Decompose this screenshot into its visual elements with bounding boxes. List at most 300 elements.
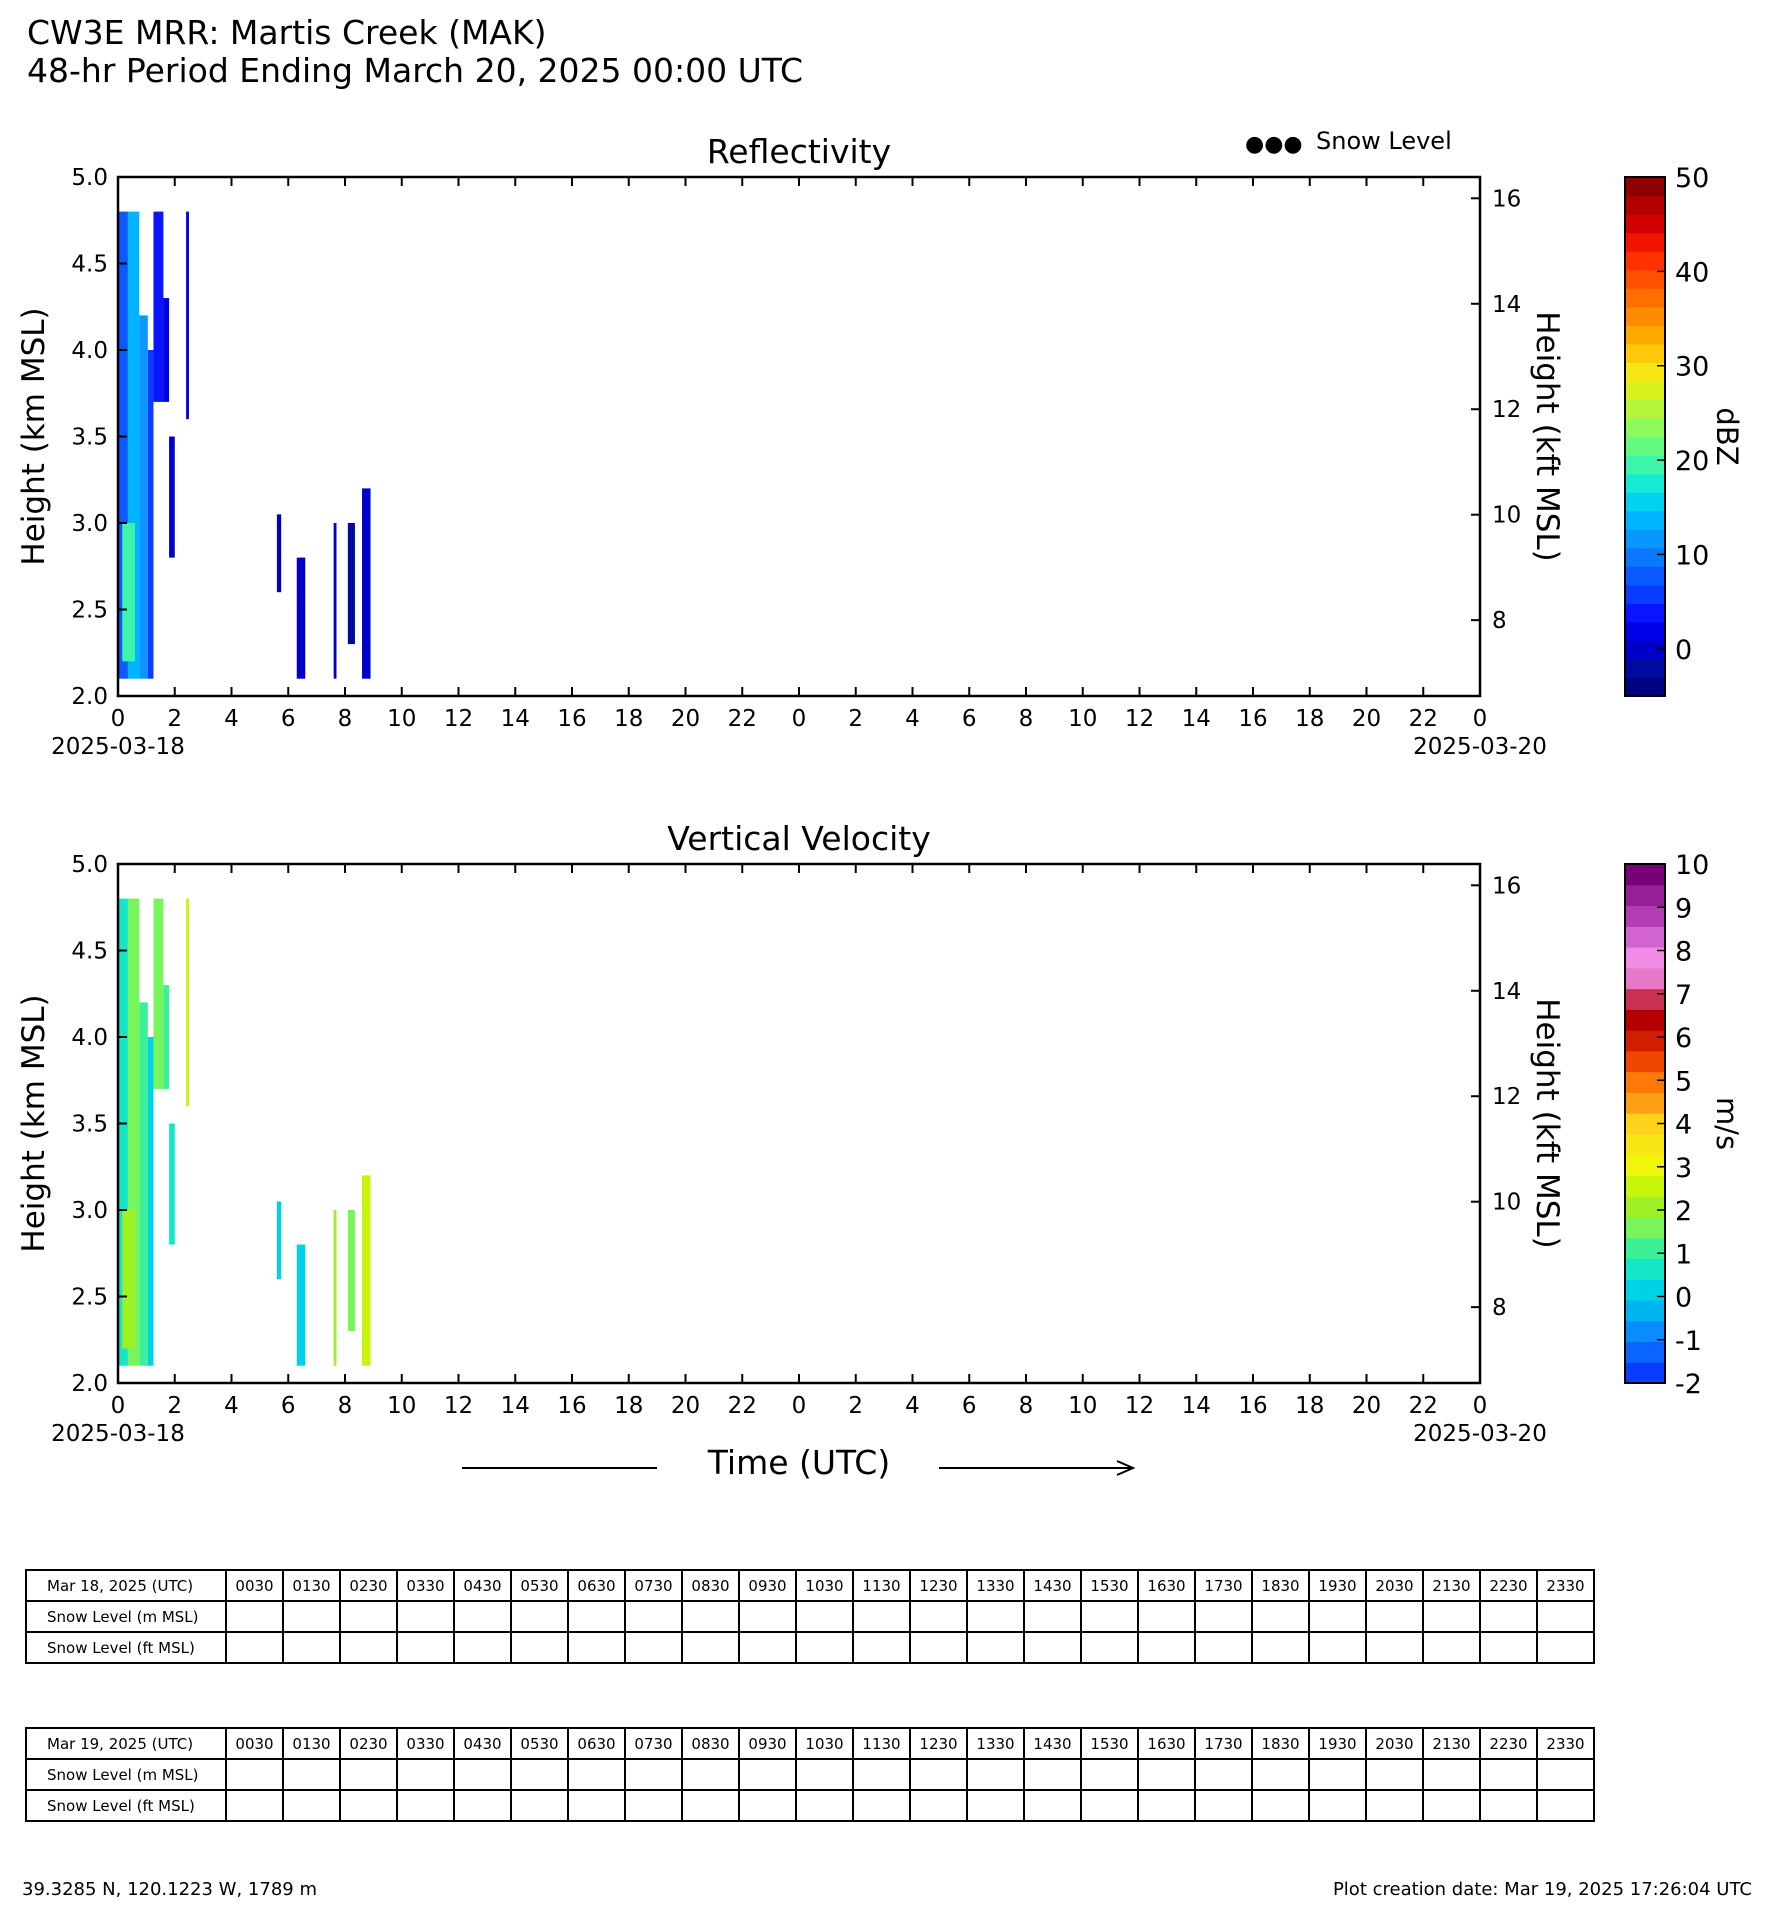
panel2-colorbar-segment: [1625, 1362, 1665, 1383]
panel2-ytick-label: 4.5: [71, 938, 108, 965]
table-cell: [1024, 1759, 1081, 1790]
panel2-xtick-label: 12: [1124, 1393, 1155, 1419]
panel1-colorbar-segment: [1625, 474, 1665, 493]
table-cell: [1195, 1759, 1252, 1790]
panel2-end-date: 2025-03-20: [1413, 1421, 1547, 1447]
page-title-line1: CW3E MRR: Martis Creek (MAK): [27, 13, 547, 52]
panel1-ytick-label: 4.0: [71, 338, 108, 364]
panel1-data-cell: [122, 523, 135, 661]
panel2-ytick-label: 2.0: [71, 1371, 108, 1397]
panel1-colorbar-segment: [1625, 177, 1665, 196]
panel1-title: Reflectivity: [706, 132, 892, 171]
table-header-row: [26, 1728, 1594, 1759]
panel1-colorbar-segment: [1625, 196, 1665, 215]
panel2-xtick-label: 18: [1295, 1393, 1325, 1419]
panel2-data-cell: [163, 985, 169, 1089]
table-cell: [283, 1632, 340, 1663]
table-time-header: 1930: [1309, 1728, 1366, 1759]
table-cell: [1366, 1759, 1423, 1790]
panel1-ytick-label: 2.5: [71, 597, 108, 624]
panel2-colorbar-segment: [1625, 1009, 1665, 1030]
table-time-header: 0730: [625, 1728, 682, 1759]
table-row-label: Snow Level (ft MSL): [26, 1790, 226, 1821]
panel2-colorbar-segment: [1625, 989, 1665, 1010]
table-cell: [910, 1601, 967, 1632]
panel2-y2tick-label: 8: [1492, 1295, 1507, 1322]
table-time-header: 2030: [1366, 1570, 1423, 1601]
panel1-colorbar-tick-label: 40: [1675, 257, 1710, 289]
table-cell: [910, 1759, 967, 1790]
table-time-header: 1930: [1309, 1570, 1366, 1601]
table-cell: [1081, 1790, 1138, 1821]
panel1-xtick-label: 16: [1238, 706, 1268, 732]
panel1-data-cell: [153, 212, 163, 402]
panel1-xtick-label: 20: [1351, 706, 1382, 732]
table-date-label: Mar 18, 2025 (UTC): [26, 1570, 226, 1601]
table-time-header: 0430: [454, 1728, 511, 1759]
table-cell: [340, 1601, 397, 1632]
panel2-colorbar-segment: [1625, 906, 1665, 927]
panel1-colorbar-segment: [1625, 214, 1665, 233]
panel1-colorbar-segment: [1625, 603, 1665, 622]
table-time-header: 0430: [454, 1570, 511, 1601]
table-cell: [1537, 1790, 1594, 1821]
panel1-colorbar-segment: [1625, 233, 1665, 252]
panel2-colorbar-segment: [1625, 1030, 1665, 1051]
table-row-label: Snow Level (m MSL): [26, 1601, 226, 1632]
table-cell: [1138, 1790, 1195, 1821]
table-cell: [226, 1759, 283, 1790]
panel1-xtick-label: 18: [614, 706, 644, 732]
table-cell: [625, 1790, 682, 1821]
panel2-start-date: 2025-03-18: [51, 1421, 185, 1447]
panel2-y2tick-label: 12: [1492, 1084, 1522, 1111]
table-cell: [1537, 1759, 1594, 1790]
table-row-label: Snow Level (m MSL): [26, 1759, 226, 1790]
panel1-xtick-label: 0: [1472, 706, 1488, 732]
table-cell: [967, 1790, 1024, 1821]
panel1-xtick-label: 4: [905, 706, 920, 732]
panel2-colorbar-segment: [1625, 1238, 1665, 1259]
table-cell: [1537, 1632, 1594, 1663]
table-cell: [283, 1759, 340, 1790]
panel2-ytick-label: 3.5: [71, 1111, 108, 1138]
panel2-xtick-label: 6: [280, 1393, 296, 1419]
panel1-xtick-label: 12: [443, 706, 474, 732]
panel2-xtick-label: 6: [961, 1393, 977, 1419]
table-row: [26, 1790, 1594, 1821]
table-cell: [1366, 1790, 1423, 1821]
panel2-data-cell: [139, 1002, 148, 1365]
table-time-header: 1730: [1195, 1570, 1252, 1601]
panel1-xtick-label: 6: [961, 706, 977, 732]
table-cell: [340, 1632, 397, 1663]
table-cell: [397, 1790, 454, 1821]
panel2-colorbar-segment: [1625, 1072, 1665, 1093]
table-time-header: 1630: [1138, 1570, 1195, 1601]
table-time-header: 1630: [1138, 1728, 1195, 1759]
panel2-colorbar-segment: [1625, 1051, 1665, 1072]
panel2-colorbar-segment: [1625, 1134, 1665, 1155]
panel2-colorbar-tick-label: 6: [1675, 1023, 1693, 1054]
panel1-xtick-label: 16: [557, 706, 587, 732]
panel1-colorbar-segment: [1625, 659, 1665, 678]
table-time-header: 1330: [967, 1570, 1024, 1601]
table-cell: [340, 1759, 397, 1790]
table-header-row: [26, 1570, 1594, 1601]
table-cell: [511, 1790, 568, 1821]
table-time-header: 1730: [1195, 1728, 1252, 1759]
table-time-header: 0930: [739, 1570, 796, 1601]
panel2-colorbar-tick-label: -2: [1675, 1369, 1702, 1400]
table-cell: [682, 1632, 739, 1663]
panel2-y2tick-label: 16: [1492, 873, 1522, 900]
panel2-colorbar-tick-label: 0: [1675, 1282, 1693, 1314]
panel2-data-cell: [148, 1037, 154, 1366]
panel1-colorbar-segment: [1625, 622, 1665, 641]
panel2-xtick-label: 4: [905, 1393, 920, 1419]
panel1-data-cell: [169, 437, 175, 558]
table-cell: [625, 1632, 682, 1663]
table-time-header: 1230: [910, 1728, 967, 1759]
table-time-header: 1530: [1081, 1570, 1138, 1601]
table-cell: [1138, 1759, 1195, 1790]
table-cell: [1423, 1632, 1480, 1663]
table-cell: [511, 1632, 568, 1663]
panel2-xtick-label: 14: [500, 1393, 530, 1419]
panel2-colorbar-segment: [1625, 1341, 1665, 1362]
table-cell: [1423, 1790, 1480, 1821]
panel1-xtick-label: 22: [727, 706, 757, 732]
table-time-header: 1130: [853, 1728, 910, 1759]
panel1-y2label: Height (kft MSL): [1529, 311, 1565, 562]
plot-creation-date: Plot creation date: Mar 19, 2025 17:26:04 UTC: [1332, 1879, 1752, 1900]
panel2-xtick-label: 2: [167, 1393, 183, 1419]
panel1-ytick-label: 3.5: [71, 424, 108, 451]
table-cell: [1309, 1601, 1366, 1632]
table-time-header: 2330: [1537, 1728, 1594, 1759]
page-title-line2: 48-hr Period Ending March 20, 2025 00:00 UTC: [27, 51, 804, 90]
table-cell: [226, 1601, 283, 1632]
table-cell: [226, 1790, 283, 1821]
table-cell: [511, 1759, 568, 1790]
table-cell: [967, 1759, 1024, 1790]
table-cell: [1480, 1759, 1537, 1790]
panel2-colorbar-tick-label: -1: [1675, 1325, 1702, 1357]
table-cell: [910, 1790, 967, 1821]
panel2-colorbar-segment: [1625, 1175, 1665, 1196]
table-time-header: 2130: [1423, 1570, 1480, 1601]
panel1-colorbar-segment: [1625, 566, 1665, 585]
panel2-colorbar-tick-label: 2: [1675, 1196, 1693, 1227]
table-cell: [1195, 1632, 1252, 1663]
table-cell: [1195, 1790, 1252, 1821]
table-time-header: 1230: [910, 1570, 967, 1601]
table-time-header: 2130: [1423, 1728, 1480, 1759]
panel1-y2tick-label: 16: [1492, 186, 1522, 213]
panel1-colorbar-segment: [1625, 677, 1665, 696]
panel2-colorbar-tick-label: 8: [1675, 936, 1693, 968]
panel1-colorbar-segment: [1625, 492, 1665, 511]
panel2-data-cell: [362, 1175, 371, 1365]
panel2-data-cell: [334, 1210, 337, 1366]
table-cell: [796, 1632, 853, 1663]
panel1-colorbar-segment: [1625, 418, 1665, 437]
table-cell: [625, 1601, 682, 1632]
panel2-xtick-label: 20: [670, 1393, 701, 1419]
panel1-end-date: 2025-03-20: [1413, 734, 1547, 760]
panel2-xtick-label: 10: [387, 1393, 417, 1419]
table-time-header: 0130: [283, 1728, 340, 1759]
panel1-xtick-label: 8: [1018, 706, 1034, 732]
table-cell: [910, 1632, 967, 1663]
table-cell: [1081, 1632, 1138, 1663]
panel1-xtick-label: 0: [791, 706, 807, 732]
table-cell: [511, 1601, 568, 1632]
table-time-header: 1830: [1252, 1570, 1309, 1601]
table-time-header: 0830: [682, 1728, 739, 1759]
panel1-colorbar-tick-label: 20: [1675, 446, 1710, 478]
panel1-xtick-label: 14: [500, 706, 530, 732]
panel2-colorbar-segment: [1625, 1155, 1665, 1176]
panel1-data-cell: [139, 315, 148, 678]
panel1-colorbar-segment: [1625, 548, 1665, 567]
table-cell: [1366, 1601, 1423, 1632]
panel1-xtick-label: 12: [1124, 706, 1155, 732]
table-time-header: 1030: [796, 1570, 853, 1601]
panel1-colorbar-tick-label: 0: [1675, 634, 1693, 666]
panel1-colorbar-segment: [1625, 381, 1665, 400]
table-time-header: 1530: [1081, 1728, 1138, 1759]
panel2-xtick-label: 10: [1068, 1393, 1098, 1419]
panel1-data-cell: [362, 488, 371, 678]
table-cell: [967, 1632, 1024, 1663]
panel2-colorbar-segment: [1625, 1217, 1665, 1238]
table-time-header: 1430: [1024, 1570, 1081, 1601]
table-time-header: 0330: [397, 1570, 454, 1601]
table-cell: [739, 1632, 796, 1663]
panel1-frame: [118, 177, 1480, 696]
panel1-colorbar-segment: [1625, 344, 1665, 363]
panel2-colorbar-segment: [1625, 1196, 1665, 1217]
panel2-data-cell: [348, 1210, 355, 1331]
table-cell: [853, 1632, 910, 1663]
panel2-colorbar-segment: [1625, 968, 1665, 989]
table-cell: [568, 1759, 625, 1790]
table-time-header: 0930: [739, 1728, 796, 1759]
table-cell: [853, 1601, 910, 1632]
table-cell: [1195, 1601, 1252, 1632]
panel2-ytick-label: 2.5: [71, 1284, 108, 1311]
table-cell: [1252, 1601, 1309, 1632]
panel2-xtick-label: 2: [848, 1393, 864, 1419]
snow-level-table-mar19: [25, 1727, 1595, 1822]
panel1-y2tick-label: 10: [1492, 502, 1522, 529]
panel1-xtick-label: 14: [1181, 706, 1211, 732]
panel2-xtick-label: 0: [110, 1393, 126, 1419]
panel2-ytick-label: 3.0: [71, 1198, 108, 1224]
table-cell: [1252, 1632, 1309, 1663]
panel2-data-cell: [277, 1201, 281, 1279]
panel1-data-cell: [163, 298, 169, 402]
panel2-xtick-label: 4: [224, 1393, 239, 1419]
panel2-colorbar-segment: [1625, 1321, 1665, 1342]
panel1-data-cell: [148, 350, 154, 679]
table-cell: [397, 1632, 454, 1663]
table-cell: [1252, 1790, 1309, 1821]
panel1-ylabel: Height (km MSL): [16, 307, 52, 566]
panel1-start-date: 2025-03-18: [51, 734, 185, 760]
table-cell: [853, 1790, 910, 1821]
table-time-header: 0630: [568, 1728, 625, 1759]
table-time-header: 2230: [1480, 1728, 1537, 1759]
table-cell: [454, 1790, 511, 1821]
panel2-data-cell: [186, 899, 189, 1107]
table-time-header: 2030: [1366, 1728, 1423, 1759]
table-cell: [967, 1601, 1024, 1632]
table-time-header: 2330: [1537, 1570, 1594, 1601]
panel1-colorbar-tick-label: 10: [1675, 540, 1710, 572]
panel1-colorbar-segment: [1625, 325, 1665, 344]
panel2-colorbar-segment: [1625, 885, 1665, 906]
table-cell: [1024, 1632, 1081, 1663]
panel2-xtick-label: 12: [443, 1393, 474, 1419]
panel2-colorbar-tick-label: 5: [1675, 1066, 1693, 1098]
panel2-colorbar-segment: [1625, 1258, 1665, 1279]
table-cell: [1537, 1601, 1594, 1632]
panel1-ytick-label: 2.0: [71, 684, 108, 710]
snow-level-table-mar18: [25, 1569, 1595, 1664]
panel2-ylabel: Height (km MSL): [16, 994, 52, 1253]
table-time-header: 0830: [682, 1570, 739, 1601]
panel1-y2tick-label: 12: [1492, 397, 1522, 424]
panel2-title: Vertical Velocity: [667, 819, 931, 858]
table-cell: [340, 1790, 397, 1821]
panel2-xtick-label: 14: [1181, 1393, 1211, 1419]
table-cell: [1252, 1759, 1309, 1790]
station-location: 39.3285 N, 120.1223 W, 1789 m: [22, 1879, 317, 1900]
panel2-colorbar-tick-label: 7: [1675, 979, 1693, 1011]
panel2-colorbar-tick-label: 9: [1675, 893, 1693, 925]
table-time-header: 1830: [1252, 1728, 1309, 1759]
panel1-colorbar-label: dBZ: [1710, 407, 1744, 466]
table-row-label: Snow Level (ft MSL): [26, 1632, 226, 1663]
panel1-colorbar-segment: [1625, 251, 1665, 270]
panel1-data-cell: [186, 212, 189, 420]
panel1-data-cell: [348, 523, 355, 644]
panel2-y2label: Height (kft MSL): [1529, 998, 1565, 1249]
panel1-xtick-label: 4: [224, 706, 239, 732]
table-cell: [1024, 1790, 1081, 1821]
panel2-xtick-label: 8: [337, 1393, 353, 1419]
panel2-ytick-label: 4.0: [71, 1025, 108, 1051]
legend-label: Snow Level: [1316, 127, 1452, 155]
panel2-colorbar-label: m/s: [1710, 1096, 1744, 1151]
panel2-ytick-label: 5.0: [71, 852, 108, 878]
table-cell: [1423, 1601, 1480, 1632]
panel2-xtick-label: 16: [1238, 1393, 1268, 1419]
table-cell: [1366, 1632, 1423, 1663]
panel1-xtick-label: 8: [337, 706, 353, 732]
table-time-header: 1430: [1024, 1728, 1081, 1759]
table-time-header: 0230: [340, 1728, 397, 1759]
table-time-header: 0530: [511, 1728, 568, 1759]
panel1-ytick-label: 5.0: [71, 165, 108, 191]
panel2-xtick-label: 8: [1018, 1393, 1034, 1419]
table-cell: [1081, 1601, 1138, 1632]
table-cell: [682, 1601, 739, 1632]
table-cell: [454, 1759, 511, 1790]
panel1-xtick-label: 18: [1295, 706, 1325, 732]
table-cell: [1309, 1632, 1366, 1663]
table-time-header: 0530: [511, 1570, 568, 1601]
panel1-xtick-label: 22: [1408, 706, 1438, 732]
table-row: [26, 1632, 1594, 1663]
table-cell: [682, 1790, 739, 1821]
table-cell: [1309, 1759, 1366, 1790]
panel1-colorbar-tick-label: 50: [1675, 163, 1710, 194]
table-cell: [796, 1790, 853, 1821]
panel2-y2tick-label: 14: [1492, 978, 1522, 1005]
table-time-header: 1330: [967, 1728, 1024, 1759]
panel1-xtick-label: 2: [848, 706, 864, 732]
table-cell: [682, 1759, 739, 1790]
table-cell: [454, 1632, 511, 1663]
table-cell: [568, 1790, 625, 1821]
table-time-header: 0030: [226, 1570, 283, 1601]
panel2-colorbar-tick-label: 10: [1675, 850, 1710, 881]
panel1-data-cell: [277, 514, 281, 592]
panel2-colorbar-tick-label: 1: [1675, 1239, 1693, 1271]
table-cell: [397, 1759, 454, 1790]
table-row: [26, 1759, 1594, 1790]
table-cell: [454, 1601, 511, 1632]
table-cell: [283, 1790, 340, 1821]
table-cell: [739, 1790, 796, 1821]
panel1-xtick-label: 6: [280, 706, 296, 732]
panel2-colorbar-segment: [1625, 864, 1665, 885]
panel1-colorbar-segment: [1625, 455, 1665, 474]
panel2-frame: [118, 864, 1480, 1383]
panel2-xtick-label: 22: [1408, 1393, 1438, 1419]
table-time-header: 0130: [283, 1570, 340, 1601]
panel1-colorbar-segment: [1625, 529, 1665, 548]
panel1-data-cell: [334, 523, 337, 679]
table-cell: [1024, 1601, 1081, 1632]
table-time-header: 1030: [796, 1728, 853, 1759]
panel1-xtick-label: 2: [167, 706, 183, 732]
panel2-colorbar-segment: [1625, 1279, 1665, 1300]
table-cell: [226, 1632, 283, 1663]
x-axis-label: Time (UTC): [707, 1443, 891, 1482]
table-cell: [283, 1601, 340, 1632]
panel2-data-cell: [153, 899, 163, 1089]
panel1-y2tick-label: 14: [1492, 291, 1522, 318]
panel2-xtick-label: 20: [1351, 1393, 1382, 1419]
table-cell: [1081, 1759, 1138, 1790]
table-cell: [1480, 1601, 1537, 1632]
table-row: [26, 1601, 1594, 1632]
table-cell: [796, 1759, 853, 1790]
panel1-xtick-label: 20: [670, 706, 701, 732]
table-time-header: 0030: [226, 1728, 283, 1759]
panel1-colorbar-segment: [1625, 399, 1665, 418]
panel1-colorbar-tick-label: 30: [1675, 351, 1710, 383]
panel2-data-cell: [122, 1210, 135, 1348]
table-cell: [1423, 1759, 1480, 1790]
panel1-colorbar-segment: [1625, 511, 1665, 530]
table-time-header: 1130: [853, 1570, 910, 1601]
